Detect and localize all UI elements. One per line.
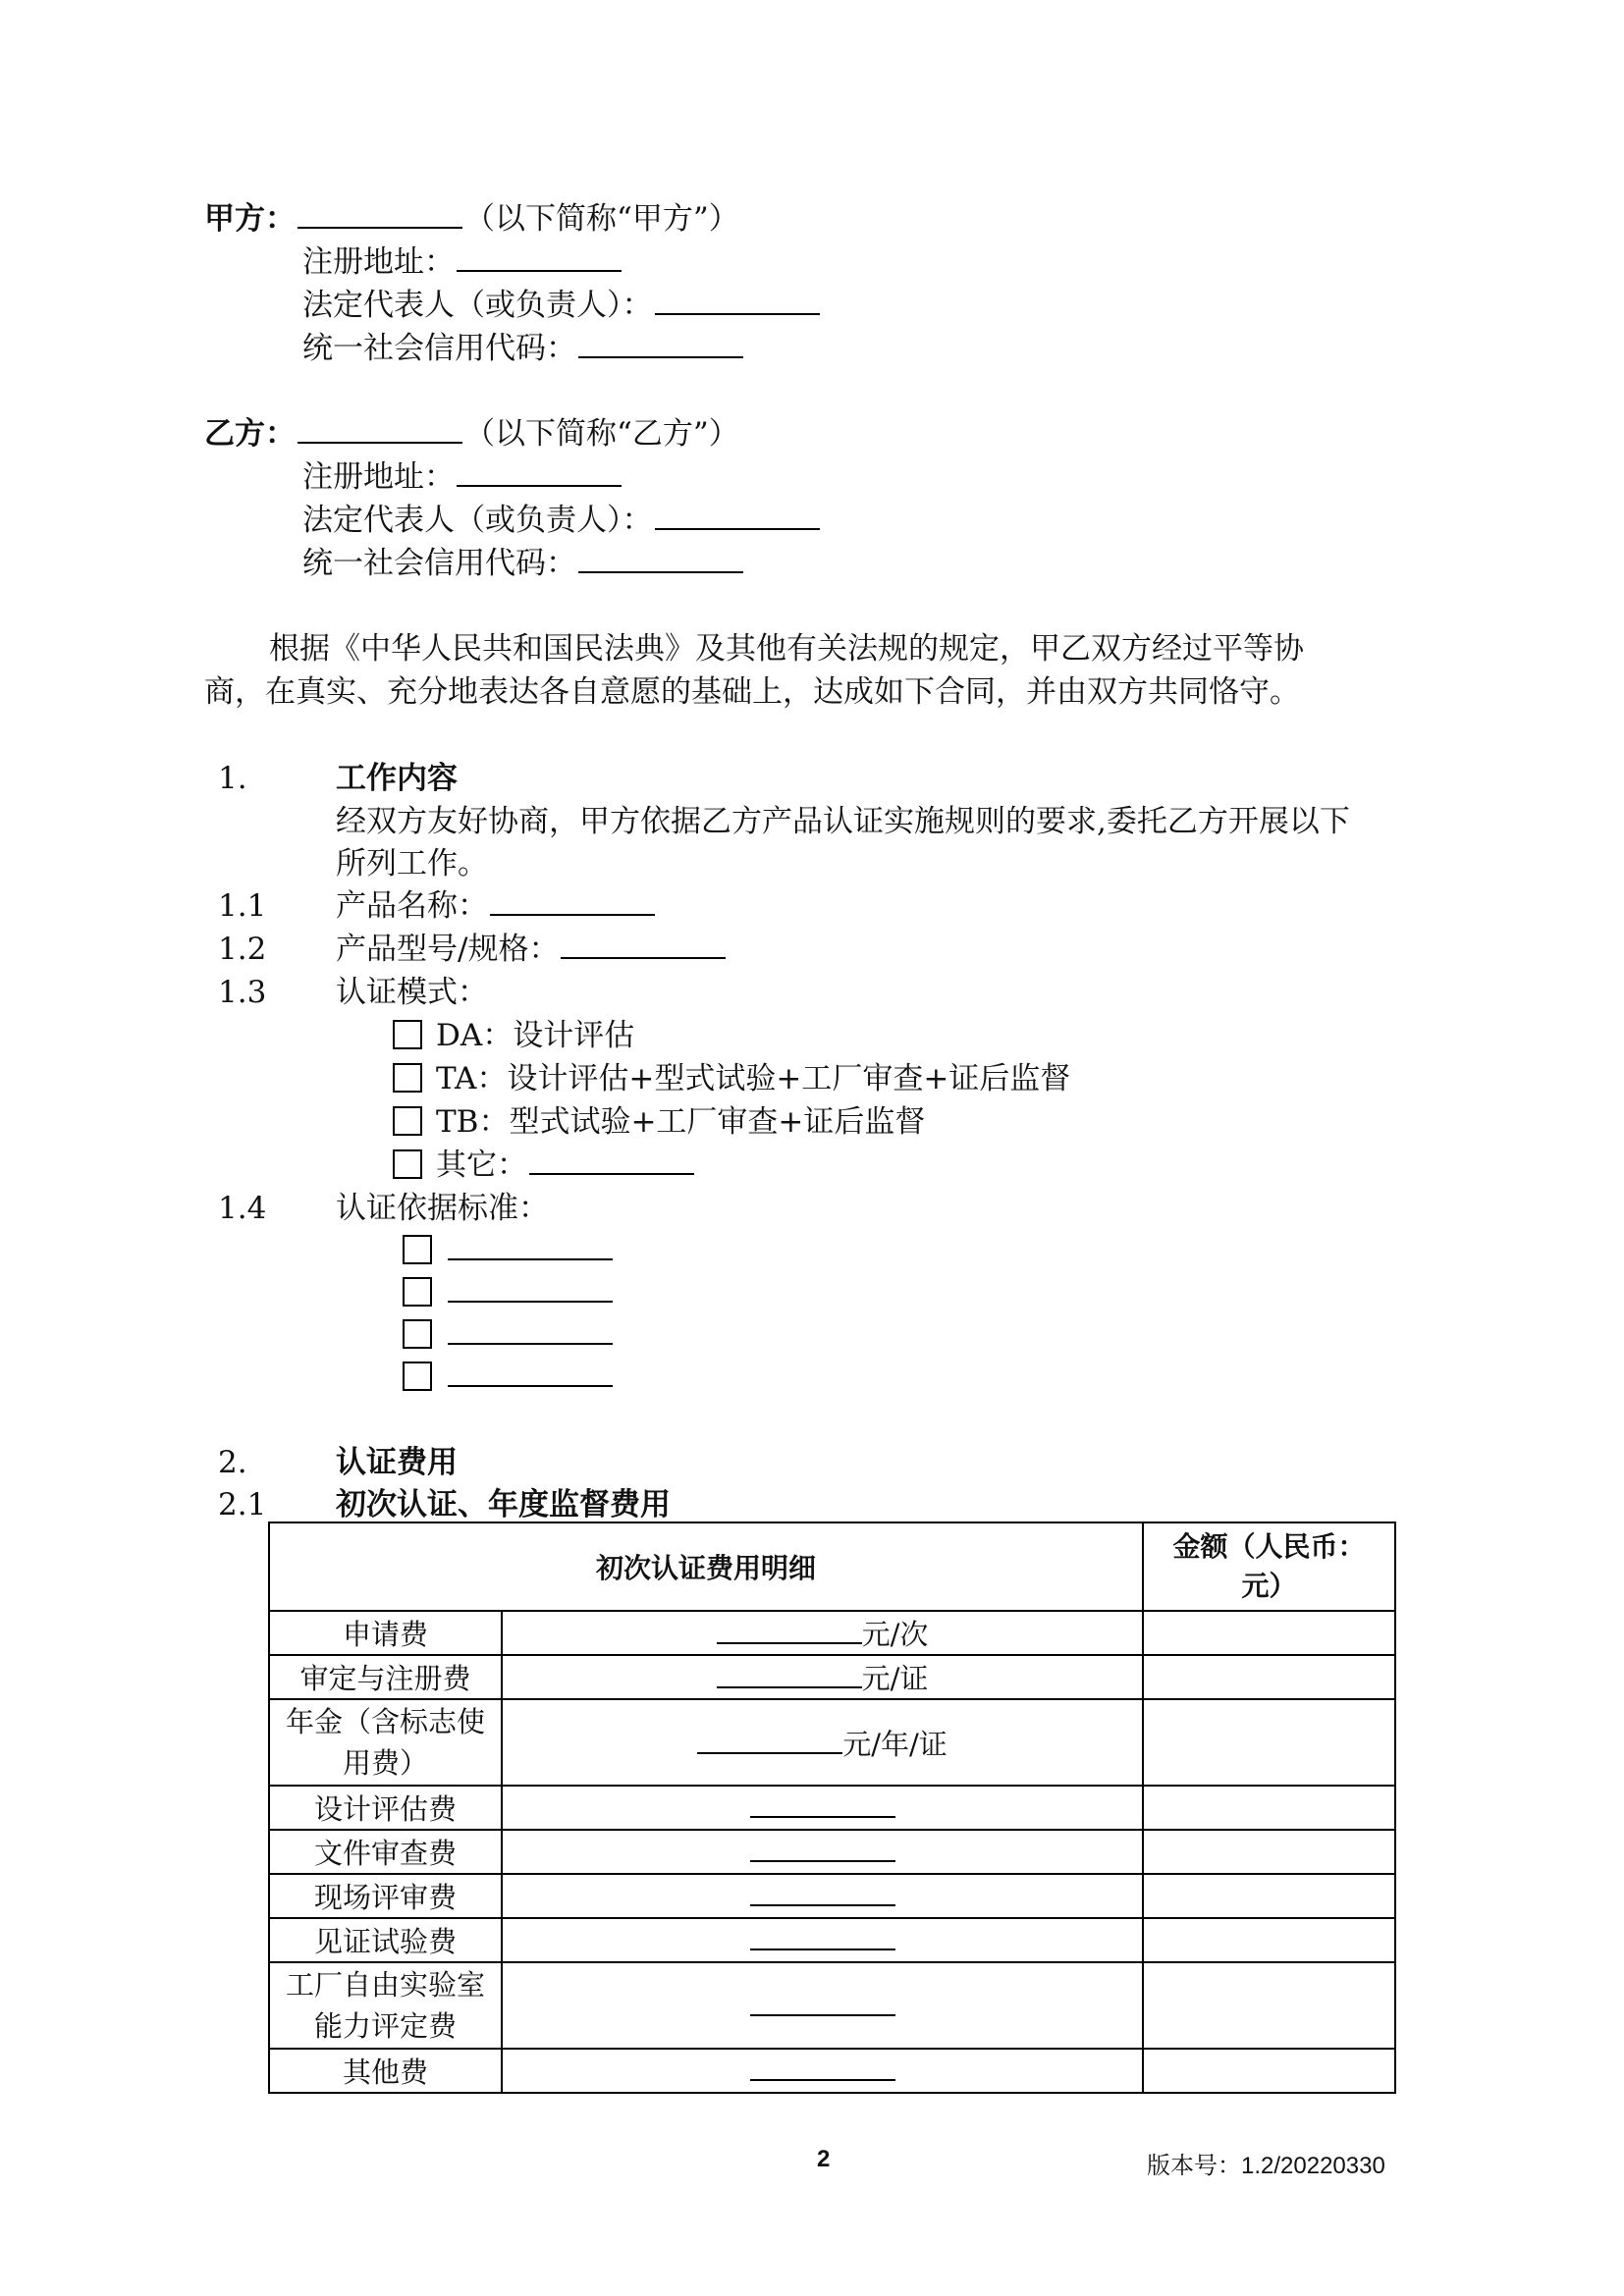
version-number: 版本号：1.2/20220330 bbox=[1147, 2153, 1385, 2179]
standard-option-1[interactable] bbox=[403, 1229, 615, 1272]
party-b-rep-blank[interactable] bbox=[655, 499, 820, 530]
section-2-title: 认证费用 bbox=[336, 1445, 458, 1480]
mode-option-tb[interactable] bbox=[393, 1100, 925, 1144]
fee-unit: 元/证 bbox=[861, 1662, 929, 1695]
party-a-rep-label: 法定代表人（或负责人）： bbox=[302, 288, 653, 323]
party-a-credit-blank[interactable] bbox=[578, 327, 743, 358]
header-detail: 初次认证费用明细 bbox=[269, 1522, 1143, 1611]
fee-detail bbox=[502, 1830, 1143, 1874]
standard-option-4[interactable] bbox=[403, 1356, 615, 1399]
table-row bbox=[269, 1699, 1395, 1786]
mode-other-checkbox[interactable] bbox=[393, 1149, 422, 1179]
fee-detail bbox=[502, 1918, 1143, 1962]
fee-item: 审定与注册费 bbox=[269, 1655, 502, 1699]
mode-option-ta[interactable] bbox=[393, 1057, 1070, 1100]
standard-basis-label: 认证依据标准： bbox=[336, 1191, 549, 1226]
mode-tb-checkbox[interactable] bbox=[393, 1106, 422, 1136]
fee-amount-blank[interactable] bbox=[750, 1835, 895, 1862]
fee-amount-cell[interactable] bbox=[1143, 1699, 1395, 1786]
standard-4-checkbox[interactable] bbox=[403, 1362, 432, 1391]
fee-item bbox=[269, 1699, 502, 1786]
preamble-line-1: 根据《中华人民共和国民法典》及其他有关法规的规定，甲乙双方经过平等协 bbox=[269, 631, 1304, 667]
fee-amount-cell[interactable] bbox=[1143, 1962, 1395, 2049]
preamble-line-2: 商，在真实、充分地表达各自意愿的基础上，达成如下合同，并由双方共同恪守。 bbox=[204, 674, 1300, 710]
mode-ta-checkbox[interactable] bbox=[393, 1063, 422, 1093]
fee-item: 申请费 bbox=[269, 1611, 502, 1655]
fee-amount-cell[interactable] bbox=[1143, 1874, 1395, 1918]
party-b-suffix: （以下简称“乙方”） bbox=[464, 416, 739, 452]
fee-item: 文件审查费 bbox=[269, 1830, 502, 1874]
section-1-intro-line-1: 经双方友好协商，甲方依据乙方产品认证实施规则的要求,委托乙方开展以下 bbox=[336, 804, 1350, 839]
section-1-title: 工作内容 bbox=[336, 761, 458, 796]
fee-amount-cell[interactable] bbox=[1143, 2049, 1395, 2093]
fee-amount-cell[interactable] bbox=[1143, 1786, 1395, 1830]
fee-amount-cell[interactable] bbox=[1143, 1611, 1395, 1655]
table-row bbox=[269, 1655, 1395, 1699]
section-1-number: 1. bbox=[218, 761, 247, 796]
fee-amount-blank[interactable] bbox=[750, 2054, 895, 2081]
party-a-address-label: 注册地址： bbox=[302, 244, 455, 280]
table-row bbox=[269, 1786, 1395, 1830]
party-b-name-blank[interactable] bbox=[298, 412, 462, 444]
item-1-4-number: 1.4 bbox=[218, 1191, 267, 1226]
fee-item-line-1: 年金（含标志使 bbox=[285, 1705, 485, 1738]
table-row bbox=[269, 1962, 1395, 2049]
standard-1-checkbox[interactable] bbox=[403, 1235, 432, 1264]
certification-mode-label: 认证模式： bbox=[336, 975, 488, 1010]
table-row bbox=[269, 1830, 1395, 1874]
party-b-address-blank[interactable] bbox=[457, 455, 622, 487]
fee-amount-blank[interactable] bbox=[697, 1727, 842, 1754]
mode-option-other[interactable] bbox=[393, 1144, 696, 1187]
mode-ta-label: TA：设计评估+型式试验+工厂审查+证后监督 bbox=[436, 1061, 1071, 1096]
party-a-rep-line bbox=[302, 284, 822, 327]
section-1-intro-line-2: 所列工作。 bbox=[336, 846, 488, 881]
header-amount bbox=[1143, 1522, 1395, 1611]
standard-3-blank[interactable] bbox=[448, 1313, 613, 1345]
fee-amount-blank[interactable] bbox=[750, 1989, 895, 2016]
fee-table bbox=[268, 1522, 1396, 2094]
fee-detail bbox=[502, 1786, 1143, 1830]
standard-option-2[interactable] bbox=[403, 1271, 615, 1314]
fee-amount-blank[interactable] bbox=[717, 1661, 862, 1688]
section-2-1-title: 初次认证、年度监督费用 bbox=[336, 1487, 671, 1522]
fee-table-header bbox=[269, 1522, 1395, 1611]
standard-option-3[interactable] bbox=[403, 1313, 615, 1357]
item-1-2-number: 1.2 bbox=[218, 932, 267, 967]
fee-amount-blank[interactable] bbox=[750, 1923, 895, 1950]
product-model-blank[interactable] bbox=[561, 928, 726, 959]
fee-item-line-1: 工厂自由实验室 bbox=[285, 1968, 485, 2002]
mode-da-label: DA：设计评估 bbox=[436, 1018, 635, 1053]
table-row bbox=[269, 1874, 1395, 1918]
standard-4-blank[interactable] bbox=[448, 1356, 613, 1387]
party-b-credit-label: 统一社会信用代码： bbox=[302, 546, 576, 581]
party-a-name-blank[interactable] bbox=[298, 197, 462, 229]
party-b-credit-blank[interactable] bbox=[578, 542, 743, 573]
party-b-address-label: 注册地址： bbox=[302, 459, 455, 495]
mode-other-label: 其它： bbox=[436, 1148, 527, 1183]
fee-detail bbox=[502, 1655, 1143, 1699]
fee-item: 设计评估费 bbox=[269, 1786, 502, 1830]
standard-2-blank[interactable] bbox=[448, 1271, 613, 1303]
party-b-rep-label: 法定代表人（或负责人）： bbox=[302, 503, 653, 538]
table-row bbox=[269, 2049, 1395, 2093]
item-1-1-number: 1.1 bbox=[218, 888, 267, 924]
standard-3-checkbox[interactable] bbox=[403, 1319, 432, 1349]
party-a-suffix: （以下简称“甲方”） bbox=[464, 201, 739, 237]
party-b-line bbox=[204, 412, 739, 455]
fee-amount-cell[interactable] bbox=[1143, 1918, 1395, 1962]
party-a-credit-label: 统一社会信用代码： bbox=[302, 331, 576, 366]
fee-item-line-2: 能力评定费 bbox=[313, 2009, 457, 2043]
standard-2-checkbox[interactable] bbox=[403, 1277, 432, 1307]
fee-detail bbox=[502, 1699, 1143, 1786]
fee-detail bbox=[502, 1611, 1143, 1655]
party-b-credit-line bbox=[302, 542, 745, 585]
fee-item: 其他费 bbox=[269, 2049, 502, 2093]
product-model-label: 产品型号/规格： bbox=[336, 932, 560, 967]
fee-item bbox=[269, 1962, 502, 2049]
fee-unit: 元/年/证 bbox=[842, 1727, 947, 1761]
section-2-1-number: 2.1 bbox=[218, 1487, 267, 1522]
fee-item: 见证试验费 bbox=[269, 1918, 502, 1962]
fee-detail bbox=[502, 1962, 1143, 2049]
fee-amount-blank[interactable] bbox=[750, 1879, 895, 1906]
table-row bbox=[269, 1611, 1395, 1655]
fee-amount-cell[interactable] bbox=[1143, 1830, 1395, 1874]
party-a-label: 甲方： bbox=[204, 201, 296, 237]
party-b-label: 乙方： bbox=[204, 416, 296, 452]
fee-amount-blank[interactable] bbox=[717, 1617, 862, 1644]
party-a-credit-line bbox=[302, 327, 745, 370]
mode-option-da[interactable] bbox=[393, 1014, 634, 1057]
item-1-2 bbox=[336, 928, 728, 971]
party-a-address-blank[interactable] bbox=[457, 240, 622, 272]
mode-other-blank[interactable] bbox=[529, 1144, 694, 1175]
party-b-rep-line bbox=[302, 499, 822, 542]
mode-tb-label: TB：型式试验+工厂审查+证后监督 bbox=[436, 1104, 926, 1140]
party-a-address-line bbox=[302, 240, 623, 284]
page-number: 2 bbox=[817, 2146, 831, 2172]
fee-item-line-2: 用费） bbox=[342, 1746, 428, 1780]
section-2-number: 2. bbox=[218, 1445, 247, 1480]
header-amount-line-2: 元） bbox=[1241, 1570, 1297, 1602]
header-amount-line-1: 金额（人民币： bbox=[1172, 1530, 1366, 1563]
party-a-rep-blank[interactable] bbox=[655, 284, 820, 315]
party-b-address-line bbox=[302, 455, 623, 499]
fee-detail bbox=[502, 1874, 1143, 1918]
fee-amount-cell[interactable] bbox=[1143, 1655, 1395, 1699]
fee-item: 现场评审费 bbox=[269, 1874, 502, 1918]
standard-1-blank[interactable] bbox=[448, 1229, 613, 1260]
fee-unit: 元/次 bbox=[861, 1618, 929, 1651]
item-1-3-number: 1.3 bbox=[218, 975, 267, 1010]
fee-detail bbox=[502, 2049, 1143, 2093]
table-row bbox=[269, 1918, 1395, 1962]
party-a-line bbox=[204, 197, 739, 240]
fee-amount-blank[interactable] bbox=[750, 1790, 895, 1818]
product-name-blank[interactable] bbox=[490, 884, 655, 916]
mode-da-checkbox[interactable] bbox=[393, 1020, 422, 1049]
product-name-label: 产品名称： bbox=[336, 888, 488, 924]
item-1-1 bbox=[336, 884, 657, 928]
